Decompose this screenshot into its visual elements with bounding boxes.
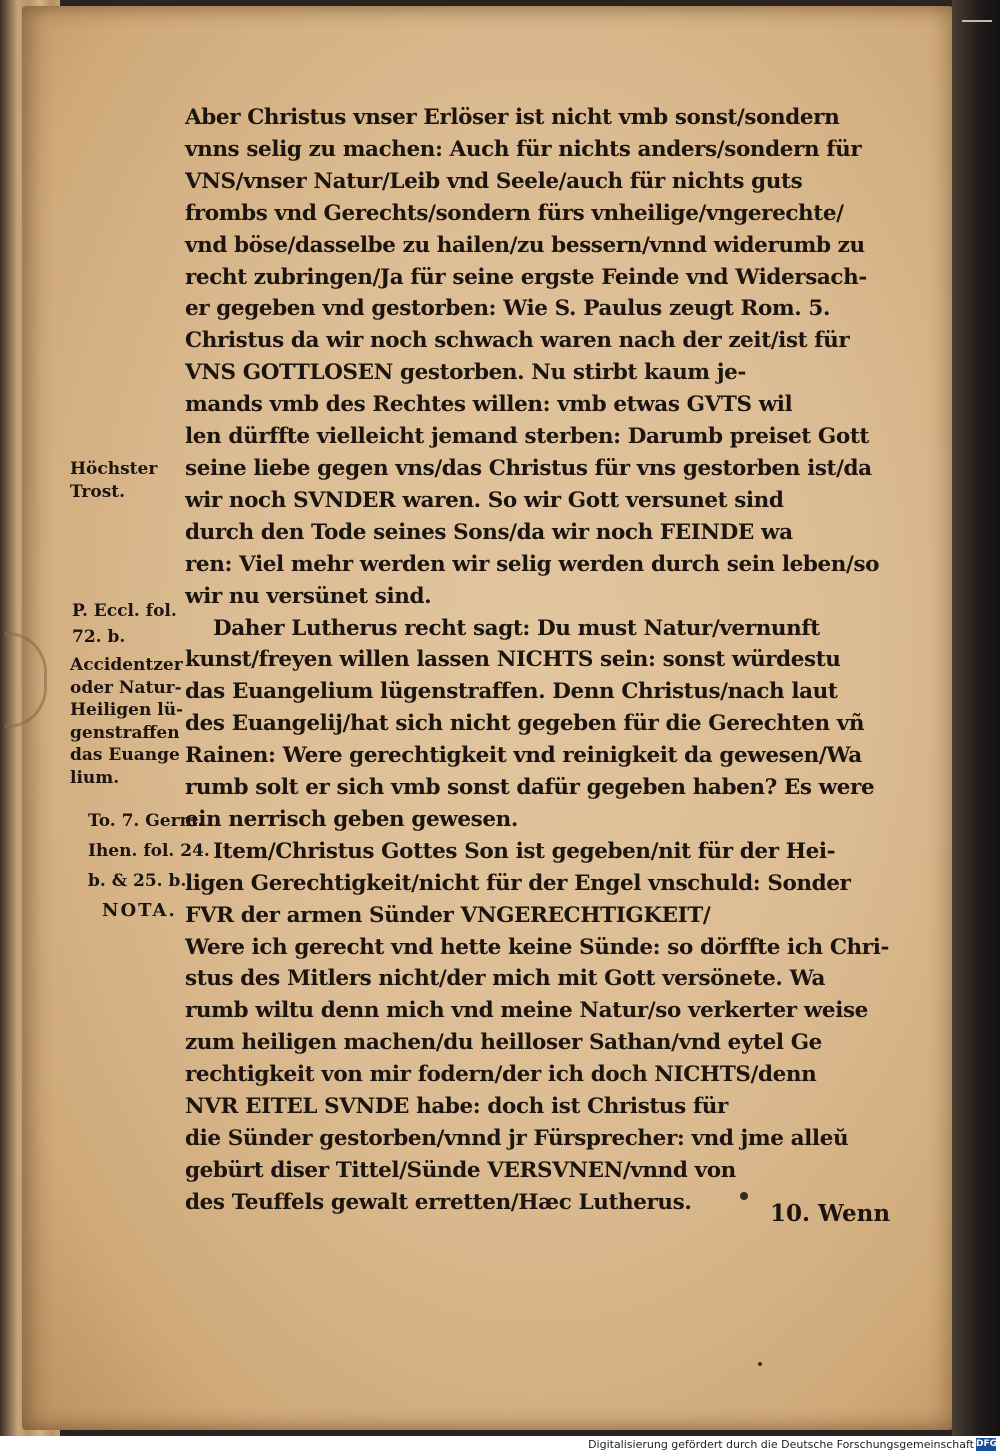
margin-note-line: das Euange <box>70 745 180 765</box>
text-line: er gegeben vnd gestorben: Wie S. Paulus zeugt Rom. 5. <box>185 296 831 322</box>
text-line: rumb wiltu denn mich vnd meine Natur/so verkerter weise <box>185 998 868 1024</box>
text-line: frombs vnd Gerechts/sondern fürs vnheilige/vngerechte/ <box>185 200 844 226</box>
text-line: Daher Lutherus recht sagt: Du must Natur/vernunft <box>213 615 820 641</box>
margin-note-nota: NOTA. <box>102 900 177 921</box>
text-line: zum heiligen machen/du heilloser Sathan/vnd eytel Ge <box>185 1030 822 1056</box>
dfg-logo: DFG <box>976 1439 998 1449</box>
ink-speck <box>758 1362 762 1366</box>
text-line: die Sünder gestorben/vnnd jr Fürsprecher: vnd jme alleŭ <box>185 1126 849 1151</box>
footer-credit: Digitalisierung gefördert durch die Deutsche Forschungsgemeinschaft <box>588 1438 974 1451</box>
margin-note-accidentzer <box>70 654 183 789</box>
text-line: Christus da wir noch schwach waren nach der zeit/ist für <box>185 328 850 354</box>
margin-note-line: P. Eccl. fol. <box>72 601 177 621</box>
text-line: Were ich gerecht vnd hette keine Sünde: so dörffte ich Chri- <box>185 934 889 960</box>
text-line: Rainen: Were gerechtigkeit vnd reinigkeit da gewesen/Wa <box>185 743 862 769</box>
margin-note-germ-reference <box>88 806 210 896</box>
text-line: wir noch SVNDER waren. So wir Gott versunet sind <box>185 487 784 513</box>
text-line: ligen Gerechtigkeit/nicht für der Engel vnschuld: Sonder <box>185 870 851 896</box>
text-line: rechtigkeit von mir fodern/der ich doch NICHTS/denn <box>185 1062 817 1088</box>
text-line: kunst/freyen willen lassen NICHTS sein: sonst würdestu <box>185 647 841 673</box>
text-line: recht zubringen/Ja für seine ergste Feinde vnd Widersach- <box>185 264 867 290</box>
text-line: mands vmb des Rechtes willen: vmb etwas GVTS wil <box>185 392 793 418</box>
text-line: des Euangelij/hat sich nicht gegeben für die Gerechten vñ <box>185 711 865 737</box>
margin-note-line: lium. <box>70 767 120 788</box>
text-line: stus des Mitlers nicht/der mich mit Gott versönete. Wa <box>185 966 825 992</box>
catchword: 10. Wenn <box>770 1200 891 1227</box>
ink-speck <box>740 1192 748 1200</box>
margin-note-line: oder Natur- <box>70 677 182 698</box>
text-line: Item/Christus Gottes Son ist gegeben/nit für der Hei- <box>213 838 836 864</box>
text-line: Aber Christus vnser Erlöser ist nicht vmb sonst/sondern <box>185 105 840 130</box>
text-line: ein nerrisch geben gewesen. <box>185 806 518 832</box>
text-line: ren: Viel mehr werden wir selig werden durch sein leben/so <box>185 551 880 577</box>
margin-note-eccl-reference <box>72 598 177 650</box>
text-line: vnd böse/dasselbe zu hailen/zu bessern/vnnd widerumb zu <box>185 232 865 258</box>
text-line: gebürt diser Tittel/Sünde VERSVNEN/vnnd von <box>185 1157 736 1183</box>
text-line: VNS GOTTLOSEN gestorben. Nu stirbt kaum je- <box>185 360 746 386</box>
scan-edge-mark <box>962 20 992 22</box>
text-line: vnns selig zu machen: Auch für nichts anders/sondern für <box>185 136 862 162</box>
text-line: durch den Tode seines Sons/da wir noch FEINDE wa <box>185 519 793 545</box>
margin-note-line: To. 7. Germ. <box>88 811 204 831</box>
margin-note-line: Heiligen lü- <box>70 700 184 720</box>
main-text-block <box>185 102 889 1219</box>
margin-note-line: Ihen. fol. 24. <box>88 841 210 861</box>
text-line: len dürffte vielleicht jemand sterben: Darumb preiset Gott <box>185 424 869 450</box>
margin-note-line: Trost. <box>70 481 126 502</box>
scan-right-border <box>952 0 1000 1436</box>
margin-note-line: 72. b. <box>72 627 126 647</box>
text-line: VNS/vnser Natur/Leib vnd Seele/auch für nichts guts <box>185 168 803 194</box>
text-line: wir nu versünet sind. <box>185 583 432 609</box>
text-line: des Teuffels gewalt erretten/Hæc Lutherus. <box>185 1189 692 1215</box>
text-line: das Euangelium lügenstraffen. Denn Christus/nach laut <box>185 679 838 705</box>
margin-note-line: genstraffen <box>70 722 180 743</box>
text-line: rumb solt er sich vmb sonst dafür gegeben haben? Es were <box>185 775 875 801</box>
margin-note-line: b. & 25. b. <box>88 871 187 891</box>
text-line: seine liebe gegen vns/das Christus für vns gestorben ist/da <box>185 455 872 481</box>
margin-note-hoechster-trost <box>70 458 157 503</box>
margin-note-line: Höchster <box>70 459 158 479</box>
margin-note-line: Accidentzer <box>70 655 183 675</box>
text-line: FVR der armen Sünder VNGERECHTIGKEIT/ <box>185 902 711 928</box>
text-line: NVR EITEL SVNDE habe: doch ist Christus für <box>185 1094 728 1120</box>
